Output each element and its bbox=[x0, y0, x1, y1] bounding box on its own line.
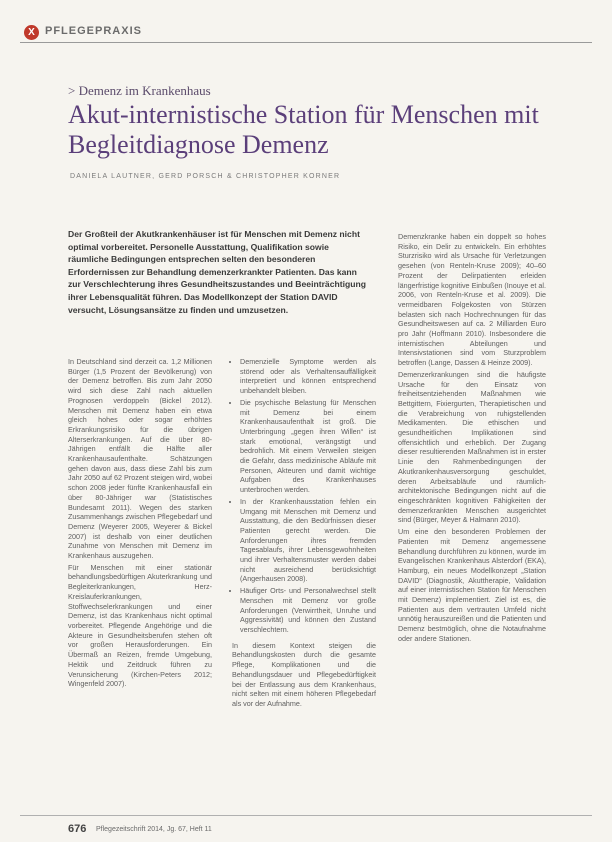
footer-divider bbox=[20, 815, 592, 816]
section-label: PFLEGEPRAXIS bbox=[45, 25, 142, 37]
section-header bbox=[0, 22, 612, 48]
body-column-3 bbox=[398, 232, 546, 646]
paragraph: In diesem Kontext steigen die Behandlungskosten durch die gesamte Pflege, Komplikationen und die Behandlungsdauer und Pflegebedürftigkeit bei der Entlassung aus dem Krankenhaus, nicht selten mit einem höheren Pflegebedarf als vor der Aufnahme. bbox=[232, 640, 376, 708]
paragraph: Demenzkranke haben ein doppelt so hohes Risiko, ein Delir zu entwickeln. Ein erhöhtes Sturzrisiko wird als Ursache für Verletzungen gesehen (von Renteln-Kruse 2009); 40–60 Prozent der Delirpatienten erleiden längerfristige kognitive Einbußen (Inouye et al. 2006, von Renteln-Kruse et al. 2009). Die vermeidbaren Folgekosten von Stürzen belasten sich nach Hochrechnungen für das Gesundheitswesen auf ca. 2 Milliarden Euro pro Jahr (Hoffmann 2010). Insbesondere die internistischen Abteilungen und Intensivstationen sind vom Sturzproblem betroffen (Lange, Dassen & Heinze 2009). bbox=[398, 232, 546, 368]
paragraph: Für Menschen mit einer stationär behandlungsbedürftigen Akuterkrankung und Begleiterkrankungen, Herz-Kreislauferkrankungen, Stoffwechselerkrankungen und einer Demenz, ist das Krankenhaus nicht optimal vorbereitet. Pflegende Angehörige und die Akteure in Gesundheitsberufen stehen oft vor großen Herausforderungen. Ein Übermaß an Reizen, fremde Umgebung, Hektik und Zeitdruck führen zu Verunsicherung (Kirchen-Peters 2012; Wingenfeld 2007). bbox=[68, 562, 212, 689]
article-title: Akut-internistische Station für Menschen mit Begleitdiagnose Demenz bbox=[68, 100, 539, 159]
paragraph: Demenzerkrankungen sind die häufigste Ursache für den Einsatz von freiheitsentziehenden Maßnahmen wie Bettgittern, Fixiergurten, Therapietischen und die Verabreichung von ruhigstellenden Medikamenten. Die ethischen und gesundheitlichen Implikationen sind offensichtlich und erheblich. Der Zugang dieser resultierenden Maßnahmen ist in erster Linie den Rahmenbedingungen der Akutkrankenhausversorgung geschuldet, deren Arbeitsabläufe und räumlich-architektonische Bedingungen nicht auf die eingeschränkten kognitiven Fähigkeiten der demenzerkrankten Menschen ausgerichtet sind (Bürger, Meyer & Halmann 2010). bbox=[398, 369, 546, 525]
article-kicker: > Demenz im Krankenhaus bbox=[68, 83, 211, 98]
paragraph: In Deutschland sind derzeit ca. 1,2 Millionen Bürger (1,5 Prozent der Bevölkerung) von der Demenz betroffen. Bis zum Jahr 2050 wird sich diese Zahl nach aktuellen Prognosen verdoppeln (Bickel 2012). Menschen mit Demenz haben ein etwa gleich hohes oder sogar erhöhtes Erkrankungsrisiko für die übrigen Alterserkrankungen. Auf die über 80-Jährigen entfällt die Hälfte aller Krankenhausaufenthalte. Schätzungen gehen davon aus, dass diese Zahl bis zum Jahr 2050 auf 62 Prozent steigen wird, wobei schon 2008 jeder fünfte Krankenhausfall ein über 80-Jähriger war (Statistisches Bundesamt 2011). Wegen des starken Zusammenhangs zwischen Pflegebedarf und Demenz (Weyerer 2005, Weyerer & Bickel 2007) ist deshalb von einer deutlichen Zunahme von Menschen mit Demenz im Krankenhaus auszugehen. bbox=[68, 357, 212, 561]
list-item: • Demenzielle Symptome werden als störend oder als Verhaltensauffälligkeit interpretiert und können entsprechend unbehandelt bleiben. bbox=[240, 357, 376, 396]
list-item: • In der Krankenhausstation fehlen ein Umgang mit Menschen mit Demenz und Ausstattung, die den Bedürfnissen dieser Patienten gerecht werden. Die Anforderungen ihres fremden Tagesablaufs, ihrer Lebensgewohnheiten und ihrer Verhaltensmuster werden dabei nicht ausreichend berücksichtigt (Angerhausen 2008). bbox=[240, 497, 376, 584]
body-column-2 bbox=[232, 357, 376, 711]
article-authors: DANIELA LAUTNER, GERD PORSCH & CHRISTOPHER KORNER bbox=[70, 173, 341, 180]
paragraph: Um eine den besonderen Problemen der Patienten mit Demenz angemessene Behandlung durchführen zu können, wurde im Evangelischen Krankenhaus Alsterdorf (EKA), Hamburg, ein neues Modellkonzept „Station DAVID“ (Diagnostik, Akuttherapie, Validation auf einer internistischen Station für Menschen mit Demenz) implementiert. Ziel ist es, die Patienten aus dem vertrauten Umfeld nicht unnötig herauszureißen und die Patienten und Demenz bestmöglich, ohne die Notaufnahme oder andere Stationen. bbox=[398, 527, 546, 643]
list-item: • Häufiger Orts- und Personalwechsel stellt Menschen mit Demenz vor große Anforderungen (Verwirrtheit, Unruhe und Aggressivität) und können den Zustand verschlechtern. bbox=[240, 586, 376, 635]
list-item: • Die psychische Belastung für Menschen mit Demenz bei einem Krankenhausaufenthalt ist groß. Die Unterbringung „gegen ihren Willen“ ist stark emotional, verängstigt und bedrohlich. Mit einem Verweilen steigen die Gefahr, dass medizinische Abläufe mit Personen, Akteuren und damit wichtige Aufgaben des Krankenhauses unterbrochen werden. bbox=[240, 398, 376, 495]
journal-citation: Pflegezeitschrift 2014, Jg. 67, Heft 11 bbox=[96, 826, 212, 833]
close-badge-icon: X bbox=[24, 25, 39, 40]
article-lead: Der Großteil der Akutkrankenhäuser ist für Menschen mit Demenz nicht optimal vorbereitet. Personelle Ausstattung, Qualifikation sowie räumliche Bedingungen entsprechen selten den besonderen Erfordernissen zur Behandlung demenzerkrankter Patienten. Das kann zur Verschlechterung ihres Gesundheitszustandes und Beeinträchtigung ihrer Lebensqualität führen. Das Modellkonzept der Station DAVID versucht, Lösungsansätze zu finden und umzusetzen. bbox=[68, 229, 366, 315]
page-number: 676 bbox=[68, 823, 87, 835]
bullet-list bbox=[232, 357, 376, 635]
body-column-1 bbox=[68, 357, 212, 691]
